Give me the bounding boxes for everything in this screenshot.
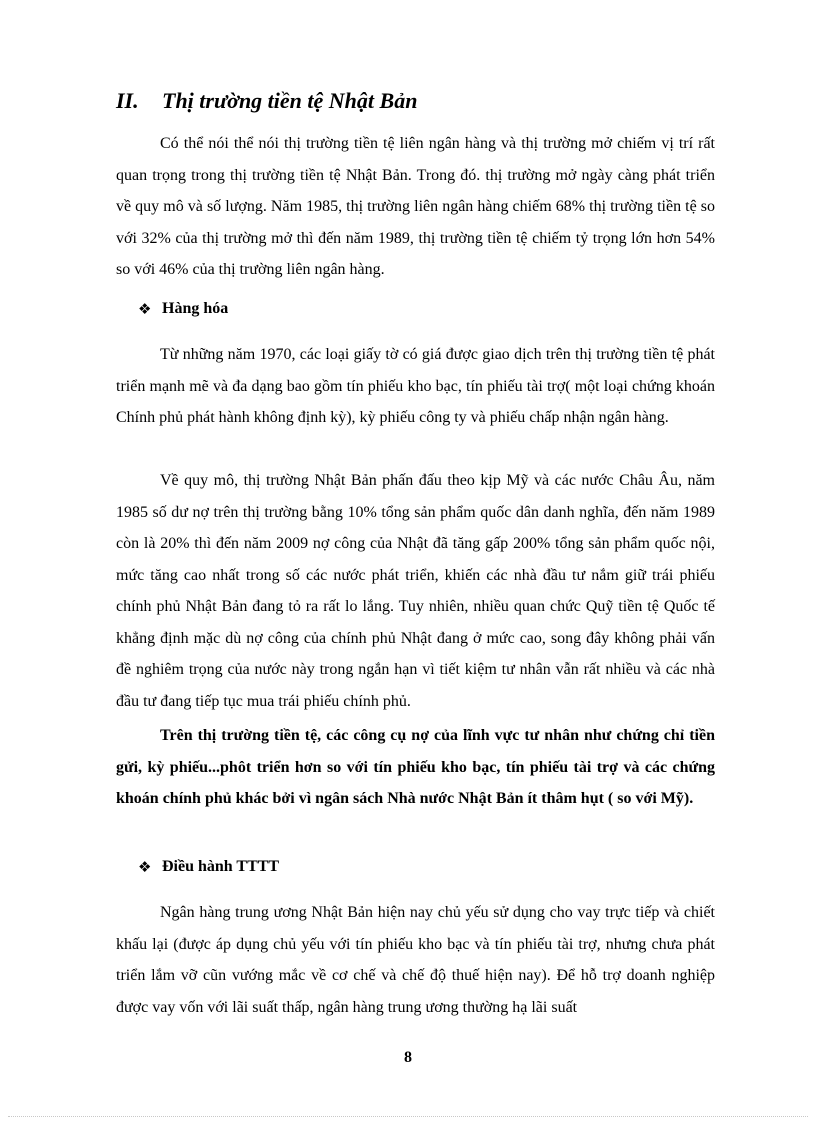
diamond-bullet-icon: ❖ xyxy=(138,858,152,876)
page-number: 8 xyxy=(404,1049,412,1066)
subsection-operation xyxy=(138,858,279,876)
goods-paragraph-2: Về quy mô, thị trường Nhật Bản phấn đấu theo kịp Mỹ và các nước Châu Âu, năm 1985 số dư nợ trên thị trường bằng 10% tổng sản phẩm quốc dân danh nghĩa, đến năm 1989 còn là 20% thì đến năm 2009 nợ công của Nhật đã tăng gấp 200% tổng sản phẩm quốc nội, mức tăng cao nhất trong số các nước phát triển, khiến các nhà đầu tư nắm giữ trái phiếu chính phủ Nhật Bản đang tỏ ra rất lo lắng. Tuy nhiên, nhiều quan chức Quỹ tiền tệ Quốc tế khẳng định mặc dù nợ công của chính phủ Nhật đang ở mức cao, song đây không phải vấn đề nghiêm trọng của nước này trong ngắn hạn vì tiết kiệm tư nhân vẫn rất nhiều và các nhà đầu tư đang tiếp tục mua trái phiếu chính phủ. xyxy=(116,472,715,710)
section-number: II. xyxy=(116,88,139,113)
goods-paragraph-1: Từ những năm 1970, các loại giấy tờ có giá được giao dịch trên thị trường tiền tệ phát triển mạnh mẽ và đa dạng bao gồm tín phiếu kho bạc, tín phiếu tài trợ( một loại chứng khoán Chính phủ phát hành không định kỳ), kỳ phiếu công ty và phiếu chấp nhận ngân hàng. xyxy=(116,346,715,426)
subsection-goods xyxy=(138,300,228,318)
footer-divider xyxy=(8,1116,808,1117)
operation-paragraph-1: Ngân hàng trung ương Nhật Bản hiện nay chủ yếu sử dụng cho vay trực tiếp và chiết khấu lại (được áp dụng chủ yếu với tín phiếu kho bạc và tín phiếu tài trợ, nhưng chưa phát triển lắm vỡ cũn vướng mắc về cơ chế và chế độ thuế hiện nay). Để hỗ trợ doanh nghiệp được vay vốn với lãi suất thấp, ngân hàng trung ương thường hạ lãi suất xyxy=(116,904,715,1016)
intro-paragraph: Có thể nói thể nói thị trường tiền tệ liên ngân hàng và thị trường mở chiếm vị trí rất quan trọng trong thị trường tiền tệ Nhật Bản. Trong đó. thị trường mở ngày càng phát triển về quy mô và số lượng. Năm 1985, thị trường liên ngân hàng chiếm 68% thị trường tiền tệ so với 32% của thị trường mở thì đến năm 1989, thị trường tiền tệ chiếm tỷ trọng lớn hơn 54% so với 46% của thị trường liên ngân hàng. xyxy=(116,135,715,278)
subsection-operation-title: Điều hành TTTT xyxy=(162,858,280,875)
diamond-bullet-icon: ❖ xyxy=(138,300,152,318)
subsection-goods-title: Hàng hóa xyxy=(162,300,229,317)
section-heading xyxy=(116,88,417,114)
section-title: Thị trường tiền tệ Nhật Bản xyxy=(162,88,418,113)
goods-paragraph-3: Trên thị trường tiền tệ, các công cụ nợ của lĩnh vực tư nhân như chứng chỉ tiền gửi, kỳ phiếu...phôt triển hơn so với tín phiếu kho bạc, tín phiếu tài trợ và các chứng khoán chính phủ khác bởi vì ngân sách Nhà nước Nhật Bản ít thâm hụt ( so với Mỹ). xyxy=(116,727,715,807)
